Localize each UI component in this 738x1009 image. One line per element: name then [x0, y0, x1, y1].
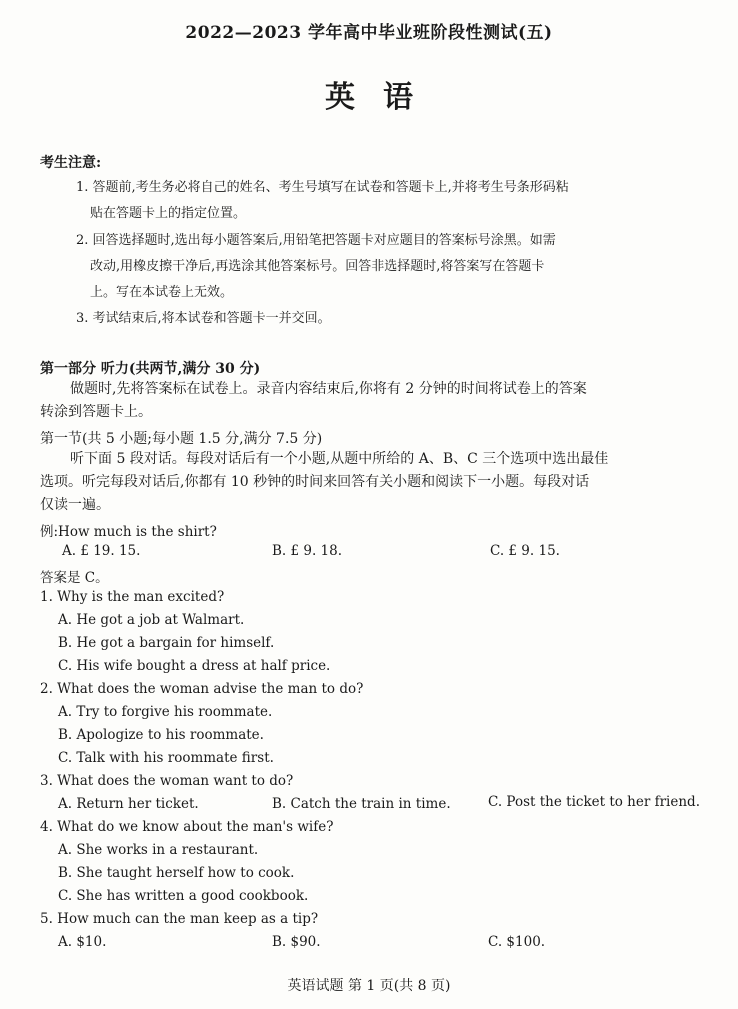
part1-instruction [40, 378, 722, 424]
question-2-option-a: A. Try to forgive his roommate. [58, 704, 273, 720]
notice-item-1-line2: 贴在答题卡上的指定位置。 [90, 206, 247, 221]
example-question: 例:How much is the shirt? [40, 524, 217, 540]
example-option-a: A. £ 19. 15. [62, 543, 141, 559]
section1-instruction-line1: 听下面 5 段对话。每段对话后有一个小题,从题中所给的 A、B、C 三个选项中选出最佳 [70, 451, 609, 467]
question-4-option-c: C. She has written a good cookbook. [58, 888, 309, 904]
part1-instruction-line2: 转涂到答题卡上。 [40, 404, 152, 420]
question-1-option-a: A. He got a job at Walmart. [58, 612, 245, 628]
question-4-option-b: B. She taught herself how to cook. [58, 865, 295, 881]
question-5-option-b: B. $90. [272, 934, 321, 950]
question-2-option-b: B. Apologize to his roommate. [58, 727, 264, 743]
example-option-c: C. £ 9. 15. [490, 543, 560, 559]
section1-instruction-line3: 仅读一遍。 [40, 497, 110, 513]
notice-item-2-line1: 2. 回答选择题时,选出每小题答案后,用铅笔把答题卡对应题目的答案标号涂黑。如需 [76, 233, 556, 248]
part1-title: 第一部分 听力(共两节,满分 30 分) [40, 361, 261, 377]
part1-instruction-line1: 做题时,先将答案标在试卷上。录音内容结束后,你将有 2 分钟的时间将试卷上的答案 [70, 381, 587, 397]
exam-title: 2022—2023 学年高中毕业班阶段性测试(五) [185, 23, 553, 43]
notice-item-1-line1: 1. 答题前,考生务必将自己的姓名、考生号填写在试卷和答题卡上,并将考生号条形码粘 [76, 180, 569, 195]
question-5-option-a: A. $10. [58, 934, 107, 950]
notice-item-1 [76, 175, 716, 227]
example-option-b: B. £ 9. 18. [272, 543, 343, 559]
question-5: 5. How much can the man keep as a tip? [40, 911, 319, 927]
question-2: 2. What does the woman advise the man to do? [40, 681, 364, 697]
question-5-option-c: C. $100. [488, 934, 546, 950]
question-3: 3. What does the woman want to do? [40, 773, 294, 789]
question-4: 4. What do we know about the man's wife? [40, 819, 334, 835]
question-3-option-a: A. Return her ticket. [58, 796, 199, 812]
section1-title: 第一节(共 5 小题;每小题 1.5 分,满分 7.5 分) [40, 431, 323, 447]
notice-item-2-line3: 上。写在本试卷上无效。 [90, 285, 234, 300]
question-1-option-c: C. His wife bought a dress at half price. [58, 658, 331, 674]
notice-item-2 [76, 228, 716, 306]
example-answer: 答案是 C。 [40, 570, 109, 586]
subject-title: 英语 [325, 80, 441, 115]
notice-item-3 [76, 306, 716, 332]
notice-item-2-line2: 改动,用橡皮擦干净后,再选涂其他答案标号。回答非选择题时,将答案写在答题卡 [90, 259, 545, 274]
notice-item-3-line1: 3. 考试结束后,将本试卷和答题卡一并交回。 [76, 311, 331, 326]
question-2-option-c: C. Talk with his roommate first. [58, 750, 274, 766]
page-footer: 英语试题 第 1 页(共 8 页) [287, 978, 451, 994]
section1-instruction-line2: 选项。听完每段对话后,你都有 10 秒钟的时间来回答有关小题和阅读下一小题。每段对话 [40, 474, 590, 490]
question-3-option-b: B. Catch the train in time. [272, 796, 451, 812]
question-3-option-c: C. Post the ticket to her friend. [488, 794, 700, 810]
question-1-option-b: B. He got a bargain for himself. [58, 635, 275, 651]
question-1: 1. Why is the man excited? [40, 589, 225, 605]
section1-instruction [40, 448, 722, 517]
notice-heading: 考生注意: [40, 155, 102, 171]
question-4-option-a: A. She works in a restaurant. [58, 842, 259, 858]
